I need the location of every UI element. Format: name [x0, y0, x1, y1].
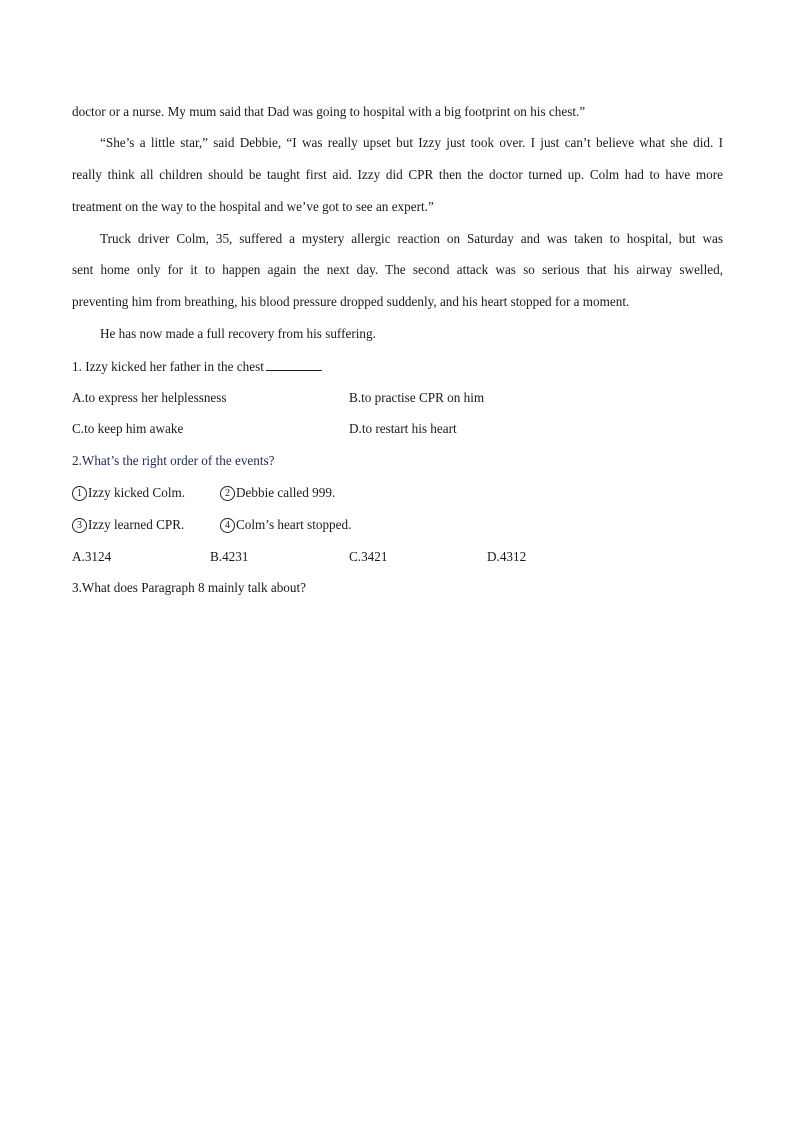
question-3-stem: 3.What does Paragraph 8 mainly talk about? — [72, 580, 307, 595]
answer-blank — [266, 358, 322, 371]
passage-line: sent home only for it to happen again the next day. The second attack was so serious that his airway swelled, — [72, 262, 723, 277]
question-1-options-row-1 — [72, 390, 723, 406]
event-2: 2 Debbie called 999. — [220, 485, 335, 501]
question-1-stem: 1. Izzy kicked her father in the chest — [72, 358, 322, 375]
circled-number: 4 — [220, 518, 235, 533]
option-d: D.to restart his heart — [349, 421, 457, 436]
events-row-2 — [72, 517, 723, 533]
event-1: 1 Izzy kicked Colm. — [72, 485, 185, 500]
option-c: C.to keep him awake — [72, 421, 184, 436]
option-a: A.to express her helplessness — [72, 390, 227, 405]
option-b: B.4231 — [210, 549, 249, 564]
passage-line: He has now made a full recovery from his suffering. — [100, 326, 376, 341]
option-a: A.3124 — [72, 549, 112, 564]
passage-line: “She’s a little star,” said Debbie, “I was really upset but Izzy just took over. I just can’t believe what she did. I — [100, 135, 723, 150]
question-1-options-row-2 — [72, 421, 723, 437]
passage-line: treatment on the way to the hospital and we’ve got to see an expert.” — [72, 199, 434, 214]
question-2-stem: 2.What’s the right order of the events? — [72, 453, 275, 468]
event-4: 4 Colm’s heart stopped. — [220, 517, 351, 533]
circled-number: 1 — [72, 486, 87, 501]
passage-line: Truck driver Colm, 35, suffered a mystery allergic reaction on Saturday and was taken to hospital, but was — [100, 231, 723, 246]
passage-line: preventing him from breathing, his blood pressure dropped suddenly, and his heart stopped for a moment. — [72, 294, 630, 309]
circled-number: 2 — [220, 486, 235, 501]
events-row-1 — [72, 485, 723, 501]
passage-line: doctor or a nurse. My mum said that Dad was going to hospital with a big footprint on his chest.” — [72, 104, 586, 119]
passage-line: really think all children should be taught first aid. Izzy did CPR then the doctor turned up. Colm had to have more — [72, 167, 723, 182]
option-b: B.to practise CPR on him — [349, 390, 485, 405]
option-c: C.3421 — [349, 549, 388, 564]
event-3: 3 Izzy learned CPR. — [72, 517, 184, 532]
circled-number: 3 — [72, 518, 87, 533]
option-d: D.4312 — [487, 549, 527, 564]
